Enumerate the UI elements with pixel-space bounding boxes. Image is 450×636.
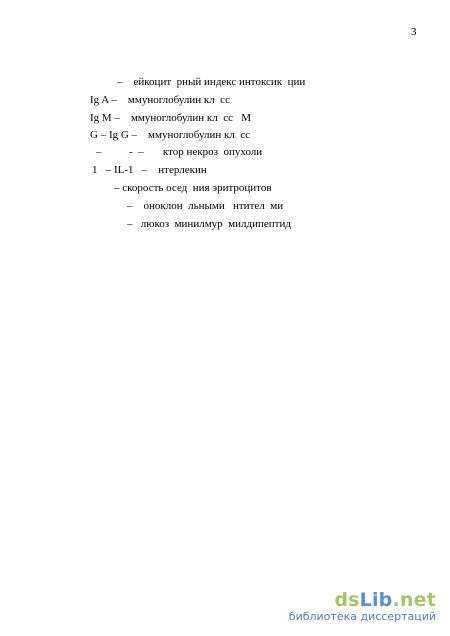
abbreviation-line: – ейкоцит рный индекс интоксик ции	[117, 76, 306, 88]
dslib-logo: dsLib.net	[334, 589, 436, 611]
abbreviation-line: 1 – IL-1 – нтерлекин	[92, 164, 207, 176]
abbreviation-line: – скорость осед ния эритроцитов	[114, 182, 272, 194]
abbreviation-line: Ig M – ммуноглобулин кл сс M	[90, 112, 252, 124]
abbreviation-line: – люкоз минилмур милдипептид	[127, 218, 291, 230]
dslib-watermark[interactable]	[289, 590, 436, 624]
abbreviation-line: G – Ig G – ммуноглобулин кл сс	[90, 129, 251, 141]
page-number: 3	[411, 26, 417, 38]
abbreviation-line: – оноклон льными нтител ми	[127, 200, 284, 212]
dslib-tagline: библиотека диссертаций	[288, 610, 436, 623]
abbreviation-line: – - – ктор некроз опухоли	[96, 146, 263, 158]
abbreviation-line: Ig A – ммуноглобулин кл сс	[90, 94, 230, 106]
